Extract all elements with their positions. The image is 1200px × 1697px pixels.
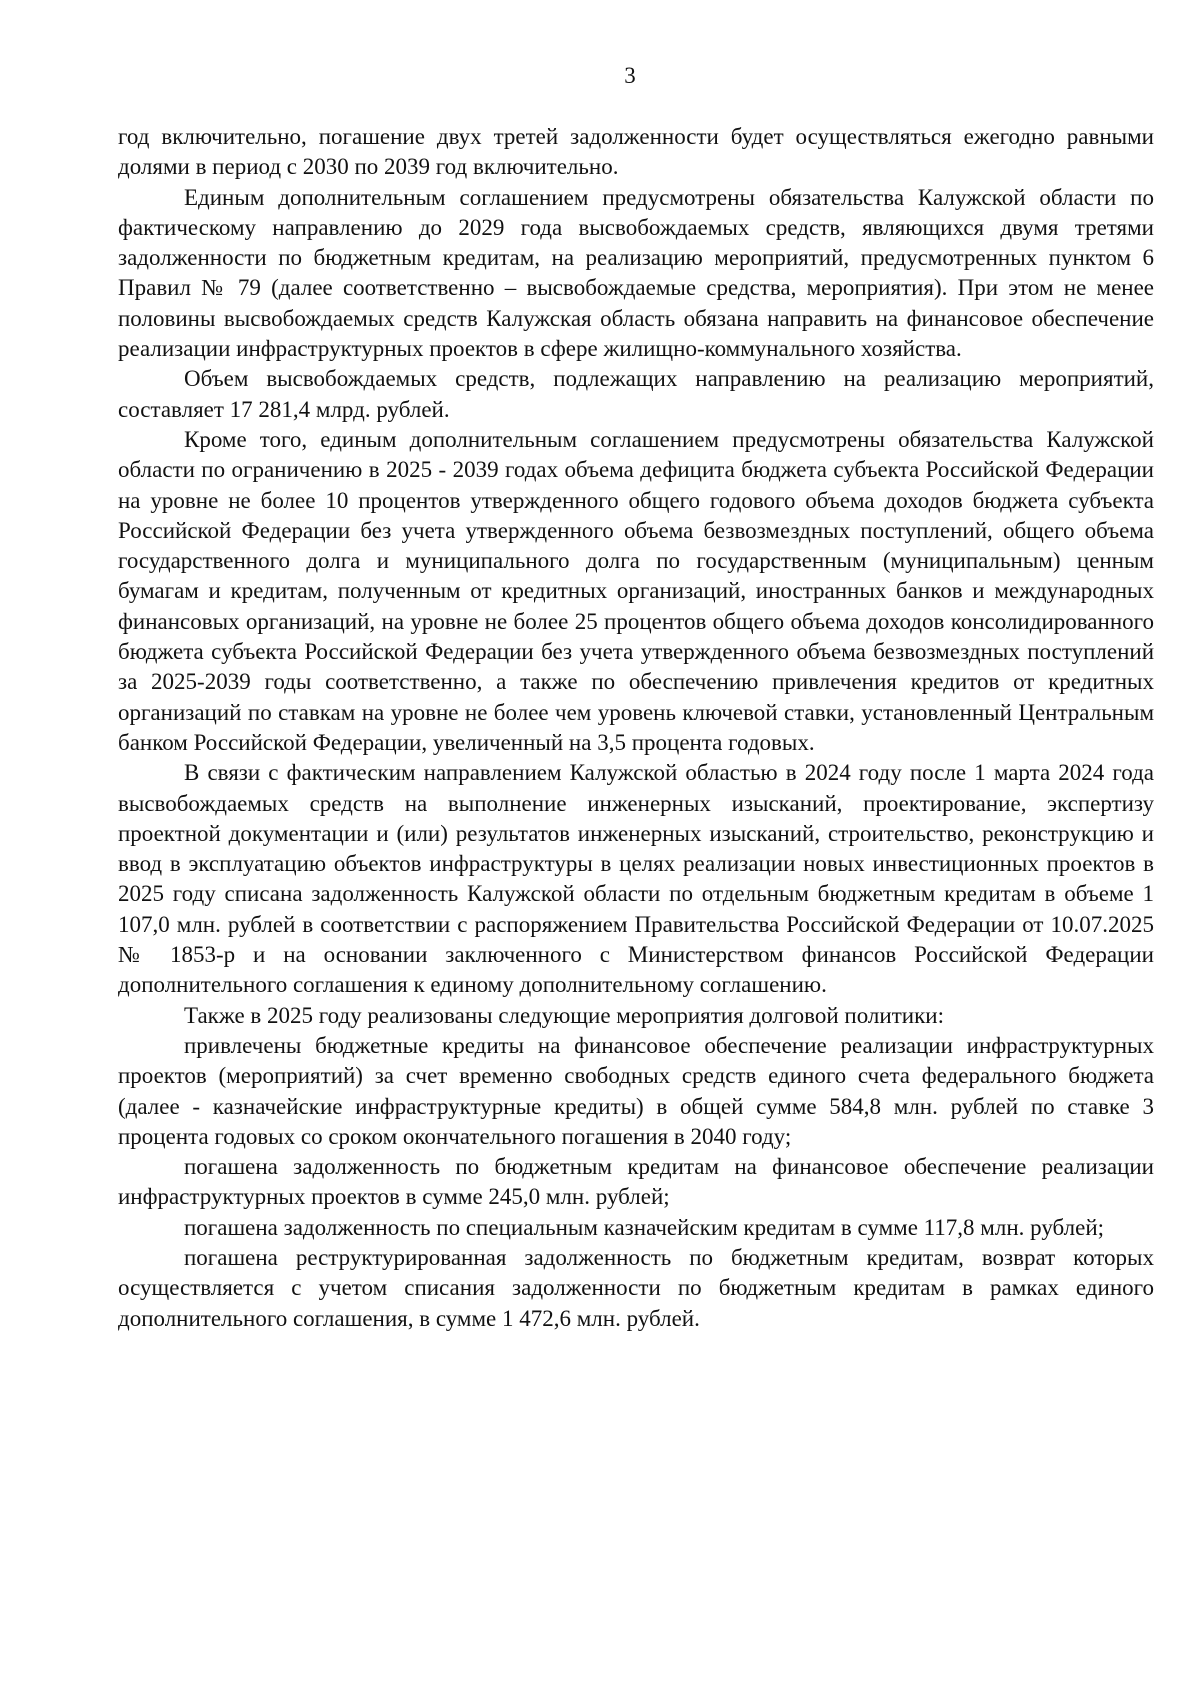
- page-number: 3: [624, 63, 636, 88]
- paragraph-debt-policy-intro: Также в 2025 году реализованы следующие мероприятия долговой политики:: [184, 1002, 944, 1028]
- paragraph-released-funds-volume: Объем высвобождаемых средств, подлежащих направлению на реализацию мероприятий, составляет 17 281,4 млрд. рублей.: [118, 366, 1154, 422]
- document-body: [118, 122, 1154, 1334]
- paragraph-obligations: Единым дополнительным соглашением предусмотрены обязательства Калужской области по фактическому направлению до 2029 года высвобождаемых средств, являющихся двумя третями задолженности по бюджетным кредитам, на реализацию мероприятий, предусмотренных пунктом 6 Правил № 79 (далее соответственно – высвобождаемые средства, мероприятия). При этом не менее половины высвобождаемых средств Калужская область обязана направить на финансовое обеспечение реализации инфраструктурных проектов в сфере жилищно-коммунального хозяйства.: [118, 184, 1154, 362]
- list-item-restructured-repayment: погашена реструктурированная задолженность по бюджетным кредитам, возврат которых осуществляется с учетом списания задолженности по бюджетным кредитам в рамках единого дополнительного соглашения, в сумме 1 472,6 млн. рублей.: [118, 1244, 1154, 1331]
- list-item-treasury-credits: привлечены бюджетные кредиты на финансовое обеспечение реализации инфраструктурных проектов (мероприятий) за счет временно свободных средств единого счета федерального бюджета (далее - казначейские инфраструктурные кредиты) в общей сумме 584,8 млн. рублей по ставке 3 процента годовых со сроком окончательного погашения в 2040 году;: [118, 1032, 1154, 1149]
- paragraph-continuation: год включительно, погашение двух третей задолженности будет осуществляться ежегодно равными долями в период с 2030 по 2039 год включительно.: [118, 124, 1154, 180]
- paragraph-debt-write-off: В связи с фактическим направлением Калужской областью в 2024 году после 1 марта 2024 года высвобождаемых средств на выполнение инженерных изысканий, проектирование, экспертизу проектной документации и (или) результатов инженерных изысканий, строительство, реконструкцию и ввод в эксплуатацию объектов инфраструктуры в целях реализации новых инвестиционных проектов в 2025 году списана задолженность Калужской области по отдельным бюджетным кредитам в объеме 1 107,0 млн. рублей в соответствии с распоряжением Правительства Российской Федерации от 10.07.2025 № 1853-р и на основании заключенного с Министерством финансов Российской Федерации дополнительного соглашения к единому дополнительному соглашению.: [118, 760, 1154, 998]
- list-item-infrastructure-repayment: погашена задолженность по бюджетным кредитам на финансовое обеспечение реализации инфраструктурных проектов в сумме 245,0 млн. рублей;: [118, 1154, 1154, 1210]
- paragraph-deficit-limits: Кроме того, единым дополнительным соглашением предусмотрены обязательства Калужской области по ограничению в 2025 - 2039 годах объема дефицита бюджета субъекта Российской Федерации на уровне не более 10 процентов утвержденного общего годового объема доходов бюджета субъекта Российской Федерации без учета утвержденного объема безвозмездных поступлений, общего объема государственного долга и муниципального долга по государственным (муниципальным) ценным бумагам и кредитам, полученным от кредитных организаций, иностранных банков и международных финансовых организаций, на уровне не более 25 процентов общего объема доходов консолидированного бюджета субъекта Российской Федерации без учета утвержденного объема безвозмездных поступлений за 2025-2039 годы соответственно, а также по обеспечению привлечения кредитов от кредитных организаций по ставкам на уровне не более чем уровень ключевой ставки, установленный Центральным банком Российской Федерации, увеличенный на 3,5 процента годовых.: [118, 426, 1154, 755]
- list-item-special-treasury-repayment: погашена задолженность по специальным казначейским кредитам в сумме 117,8 млн. рублей;: [184, 1214, 1105, 1240]
